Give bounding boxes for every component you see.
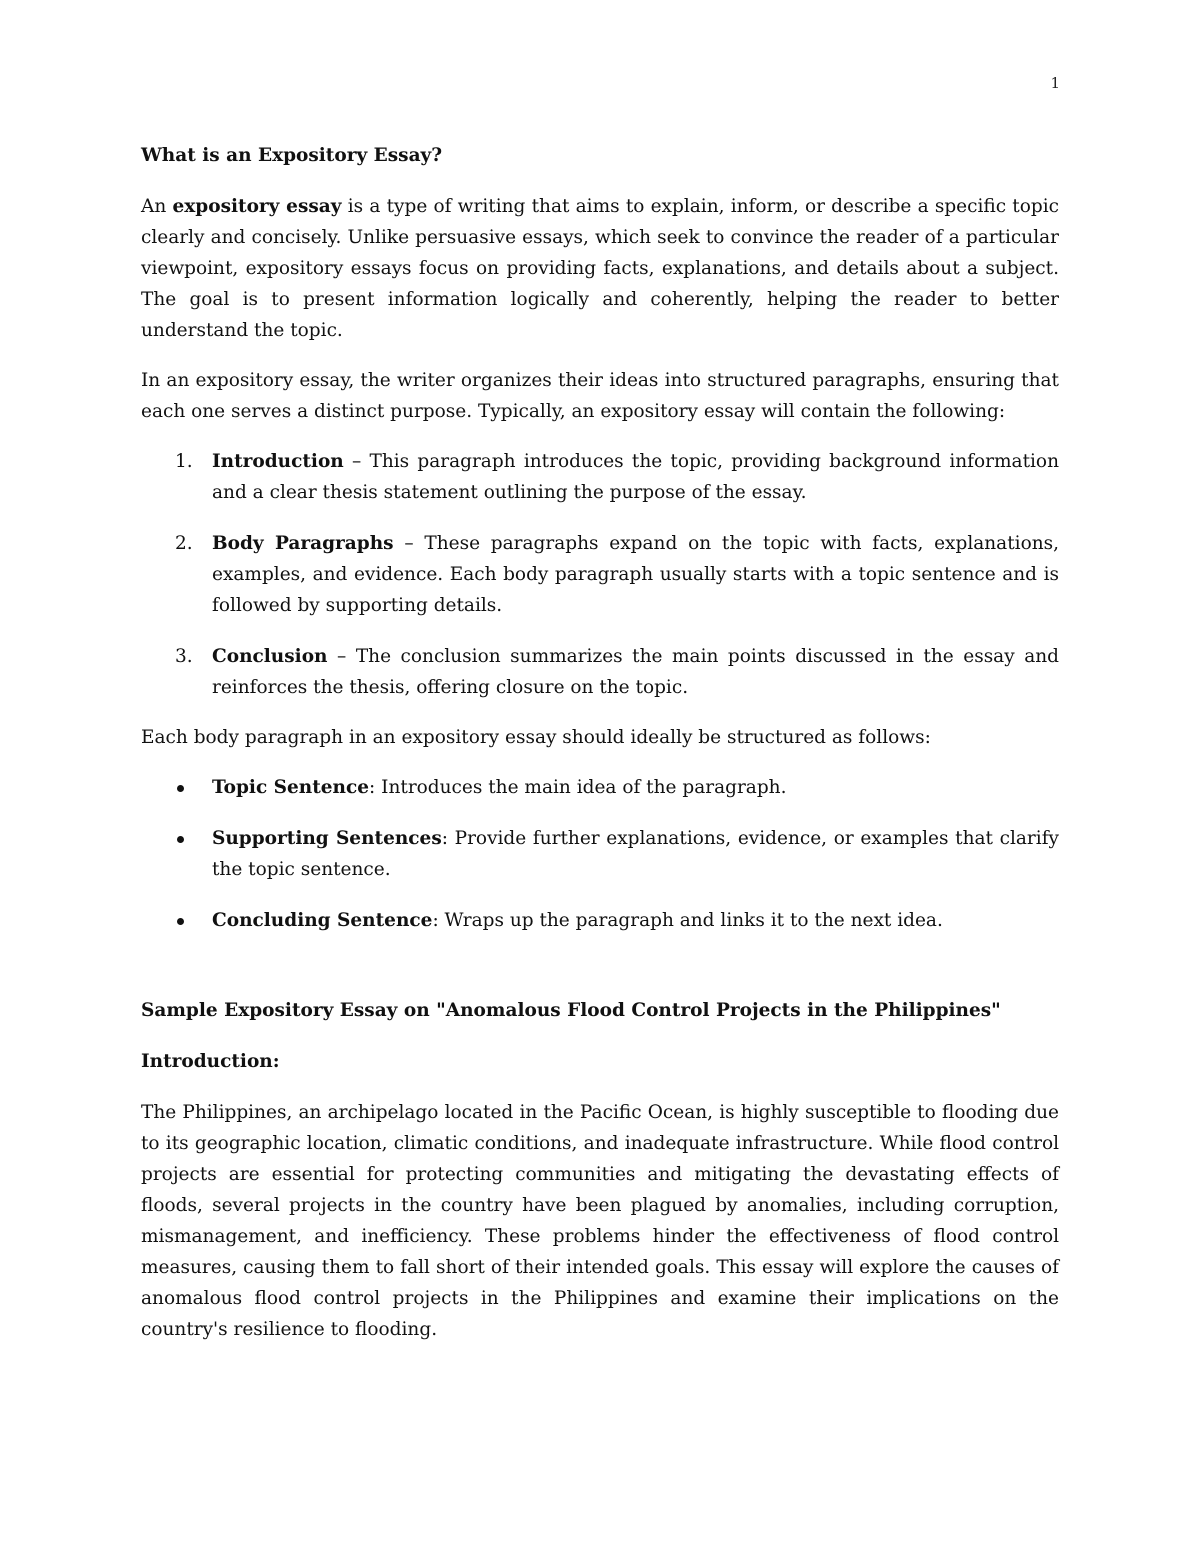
list-text: – The conclusion summarizes the main points discussed in the essay and reinforces the thesis, offering closure on the topic. — [212, 646, 1059, 698]
list-text: – This paragraph introduces the topic, providing background information and a clear thesis statement outlining the purpose of the essay. — [212, 451, 1059, 503]
list-term: Introduction — [212, 451, 344, 472]
document-content — [141, 140, 1059, 1364]
structure-paragraph: In an expository essay, the writer organizes their ideas into structured paragraphs, ensuring that each one serves a distinct purpose. Typically, an expository essay will contain the following: — [141, 370, 1059, 422]
list-number: 3. — [175, 646, 193, 667]
bullet-term: Supporting Sentences — [212, 828, 442, 849]
list-term: Body Paragraphs — [212, 533, 394, 554]
bullet-term: Concluding Sentence — [212, 910, 433, 931]
bullet-list — [141, 772, 1059, 936]
essay-introduction-paragraph: The Philippines, an archipelago located in the Pacific Ocean, is highly susceptible to flooding due to its geographic location, climatic conditions, and inadequate infrastructure. While flood control projects are essential for protecting communities and mitigating the devastating effects of floods, several projects in the country have been plagued by anomalies, including corruption, mismanagement, and inefficiency. These problems hinder the effectiveness of flood control measures, causing them to fall short of their intended goals. This essay will explore the causes of anomalous flood control projects in the Philippines and examine their implications on the country's resilience to flooding. — [141, 1102, 1059, 1340]
intro-lead: An — [141, 196, 173, 217]
numbered-list — [141, 446, 1059, 703]
list-text: – These paragraphs expand on the topic with facts, explanations, examples, and evidence. Each body paragraph usually starts with a topic sentence and is followed by supporting details. — [212, 533, 1059, 616]
bullet-term: Topic Sentence — [212, 777, 370, 798]
section-spacer — [141, 955, 1059, 995]
list-item — [141, 528, 1059, 621]
bullet-item — [141, 772, 1059, 803]
intro-paragraph — [141, 191, 1059, 346]
bullet-dot — [177, 918, 184, 925]
bullet-item — [141, 823, 1059, 885]
bullet-text: : Introduces the main idea of the paragraph. — [369, 777, 787, 798]
bullet-dot — [177, 785, 184, 792]
introduction-subheading: Introduction: — [141, 1051, 280, 1072]
list-number: 1. — [175, 451, 193, 472]
intro-bold-term: expository essay — [172, 196, 342, 217]
list-item — [141, 446, 1059, 508]
bullet-item — [141, 905, 1059, 936]
bullet-text: : Wraps up the paragraph and links it to the next idea. — [432, 910, 943, 931]
list-item — [141, 641, 1059, 703]
page-number: 1 — [1050, 74, 1060, 92]
list-number: 2. — [175, 533, 193, 554]
bullet-dot — [177, 836, 184, 843]
body-structure-paragraph: Each body paragraph in an expository essay should ideally be structured as follows: — [141, 727, 931, 748]
bullet-text: : Provide further explanations, evidence, or examples that clarify the topic sentence. — [212, 828, 1059, 880]
intro-rest: is a type of writing that aims to explain, inform, or describe a specific topic clearly and concisely. Unlike persuasive essays, which seek to convince the reader of a particular viewpoint, expository essays focus on providing facts, explanations, and details about a subject. The goal is to present information logically and coherently, helping the reader to better understand the topic. — [141, 196, 1060, 341]
sample-essay-title: Sample Expository Essay on "Anomalous Flood Control Projects in the Philippines" — [141, 1000, 1001, 1021]
section-title: What is an Expository Essay? — [141, 145, 443, 166]
list-term: Conclusion — [212, 646, 328, 667]
